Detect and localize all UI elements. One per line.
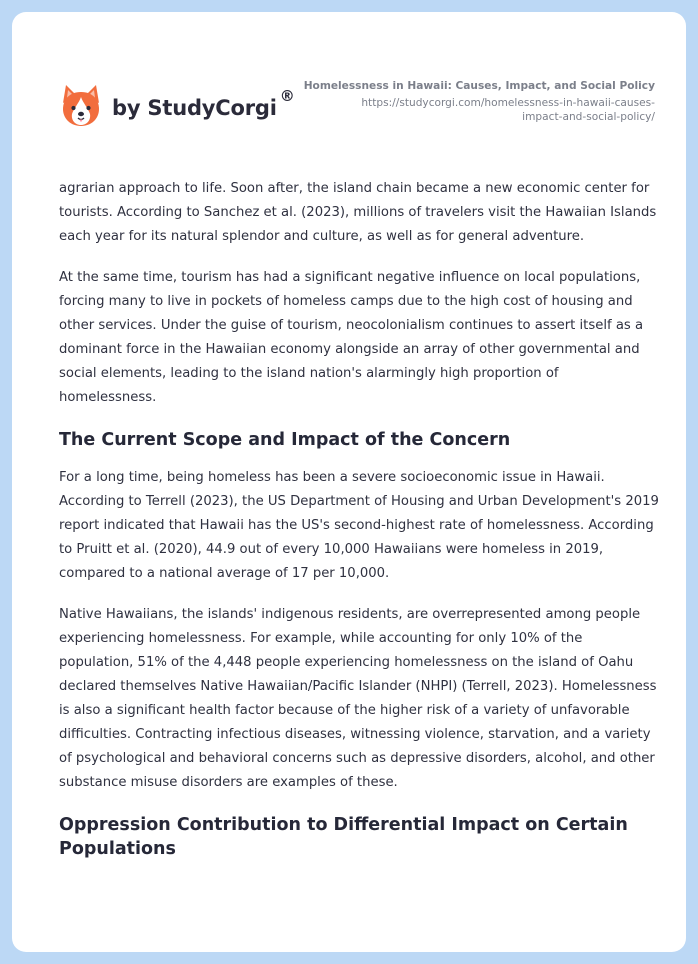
document-url-line1: https://studycorgi.com/homelessness-in-hawaii-causes- (361, 97, 655, 109)
paragraph: agrarian approach to life. Soon after, the island chain became a new economic center for tourists. According to Sanchez et al. (2023), millions of travelers visit the Hawaiian Islands each year for its natural splendor and culture, as well as for general adventure. (59, 181, 657, 244)
studycorgi-logo[interactable] (60, 76, 295, 136)
registered-mark: ® (279, 87, 295, 105)
document-page (12, 12, 686, 952)
corgi-logo-icon (60, 83, 102, 129)
document-url[interactable] (295, 96, 655, 124)
document-title: Homelessness in Hawaii: Causes, Impact, and Social Policy (303, 80, 655, 92)
paragraph: For a long time, being homeless has been a severe socioeconomic issue in Hawaii. According to Terrell (2023), the US Department of Housing and Urban Development's 2019 report indicated that Hawaii has the US's second-highest rate of homelessness. According to Pruitt et al. (2020), 44.9 out of every 10,000 Hawaiians were homeless in 2019, compared to a national average of 17 per 10,000. (59, 470, 659, 581)
article-content (59, 177, 659, 875)
section-heading-oppression: Oppression Contribution to Differential Impact on Certain Populations (59, 815, 628, 859)
document-info (295, 79, 655, 124)
section-heading-current-scope: The Current Scope and Impact of the Concern (59, 430, 511, 450)
brand-name: by StudyCorgi (112, 96, 277, 120)
document-url-line2: impact-and-social-policy/ (522, 111, 655, 123)
paragraph: At the same time, tourism has had a significant negative influence on local populations, forcing many to live in pockets of homeless camps due to the high cost of housing and other services. Under the guise of tourism, neocolonialism continues to assert itself as a dominant force in the Hawaiian economy alongside an array of other governmental and social elements, leading to the island nation's alarmingly high proportion of homelessness. (59, 270, 644, 405)
paragraph: Native Hawaiians, the islands' indigenous residents, are overrepresented among people experiencing homelessness. For example, while accounting for only 10% of the population, 51% of the 4,448 people experiencing homelessness on the island of Oahu declared themselves Native Hawaiian/Pacific Islander (NHPI) (Terrell, 2023). Homelessness is also a significant health factor because of the higher risk of a variety of unfavorable difficulties. Contracting infectious diseases, witnessing violence, starvation, and a variety of psychological and behavioral concerns such as depressive disorders, alcohol, and other substance misuse disorders are examples of these. (59, 607, 657, 790)
